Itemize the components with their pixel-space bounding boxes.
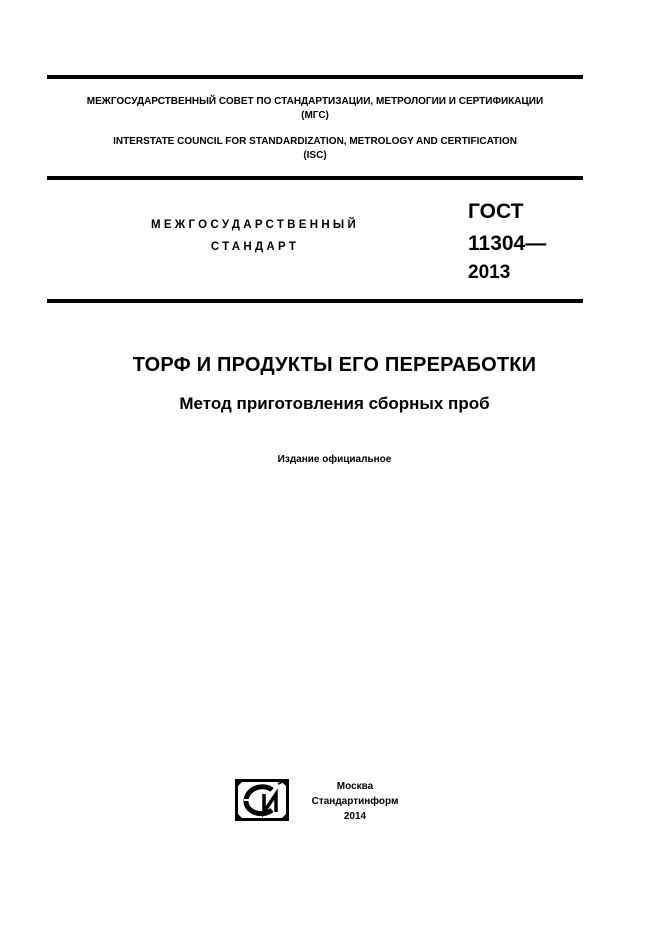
standartinform-logo-icon xyxy=(234,778,290,822)
publisher-block xyxy=(300,779,410,824)
standard-type-line1: МЕЖГОСУДАРСТВЕННЫЙ xyxy=(150,219,360,231)
gost-prefix: ГОСТ xyxy=(468,200,524,223)
document-subtitle: Метод приготовления сборных проб xyxy=(179,394,490,413)
document-title: ТОРФ И ПРОДУКТЫ ЕГО ПЕРЕРАБОТКИ xyxy=(132,354,537,376)
council-name-en xyxy=(47,135,583,163)
standard-type-line2: СТАНДАРТ xyxy=(210,241,300,253)
council-name-en-line1: INTERSTATE COUNCIL FOR STANDARDIZATION, METROLOGY AND CERTIFICATION xyxy=(113,136,517,147)
council-abbr-ru: (МГС) xyxy=(301,110,329,121)
council-name-ru xyxy=(47,95,583,123)
council-name-ru-line1: МЕЖГОСУДАРСТВЕННЫЙ СОВЕТ ПО СТАНДАРТИЗАЦИИ, МЕТРОЛОГИИ И СЕРТИФИКАЦИИ xyxy=(86,96,544,107)
publisher-year: 2014 xyxy=(343,811,367,822)
bottom-rule xyxy=(47,299,583,303)
gost-designation xyxy=(468,196,546,286)
publisher-name: Стандартинформ xyxy=(311,796,399,807)
top-rule xyxy=(47,75,583,79)
publisher-city: Москва xyxy=(336,781,374,792)
gost-number: 11304— xyxy=(468,232,547,255)
standard-type-label xyxy=(100,214,410,258)
middle-rule xyxy=(47,176,583,180)
council-abbr-en: (ISC) xyxy=(303,150,327,161)
edition-note: Издание официальное xyxy=(277,454,392,465)
gost-year: 2013 xyxy=(468,262,511,283)
